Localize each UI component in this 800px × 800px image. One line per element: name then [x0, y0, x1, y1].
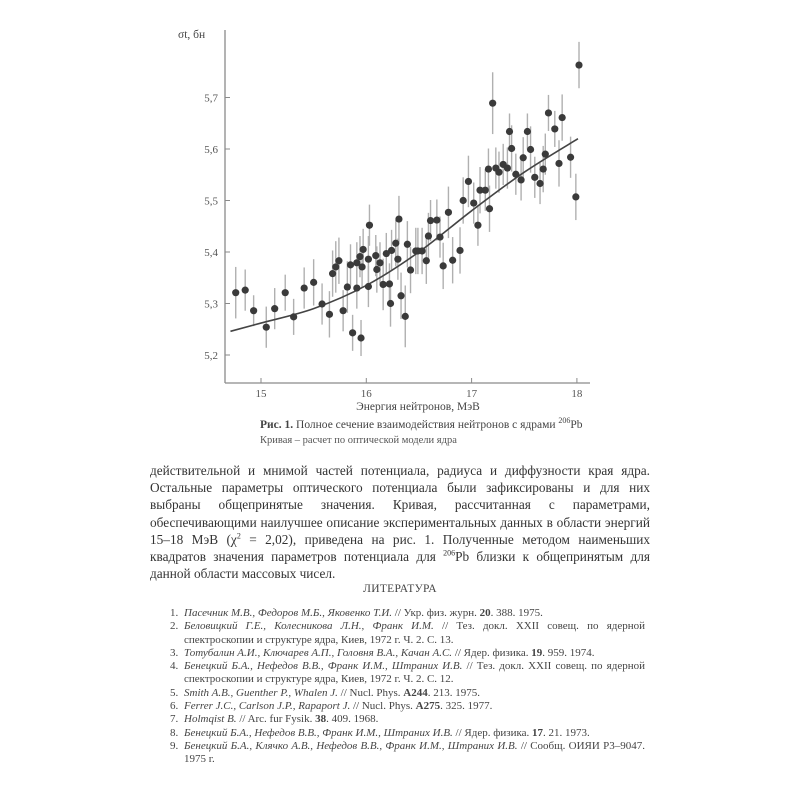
data-point: [559, 114, 566, 121]
data-point: [551, 125, 558, 132]
data-point: [242, 287, 249, 294]
data-point: [340, 307, 347, 314]
data-point: [250, 307, 257, 314]
reference-item: [170, 687, 645, 700]
reference-number: 4.: [170, 660, 179, 673]
reference-authors: Пасечник М.В., Федоров М.Б., Яковенко Т.И.: [184, 607, 393, 619]
reference-authors: Бенецкий Б.А., Клячко А.В., Нефедов В.В., Франк И.М., Штраних И.В.: [184, 739, 518, 752]
data-point: [423, 257, 430, 264]
data-point: [373, 266, 380, 273]
data-point: [474, 222, 481, 229]
reference-item: [170, 713, 645, 726]
reference-volume: 38: [315, 713, 327, 726]
data-point: [482, 187, 489, 194]
data-point: [347, 261, 354, 268]
reference-item: [170, 740, 645, 767]
data-point: [567, 154, 574, 161]
data-point: [427, 217, 434, 224]
data-point: [575, 61, 582, 68]
data-point: [485, 165, 492, 172]
reference-item: [170, 620, 645, 647]
reference-source: // Укр. физ. журн.: [392, 607, 480, 619]
reference-authors: Holmqist B.: [184, 713, 237, 726]
caption-title: Полное сечение взаимодействия нейтронов с ядрами: [296, 419, 556, 431]
y-tick-label: 5,6: [204, 144, 218, 156]
reference-number: 1.: [170, 607, 179, 619]
data-point: [512, 171, 519, 178]
data-point: [504, 164, 511, 171]
reference-authors: Тотубалин А.И., Ключарев А.П., Головня В.А., Качан А.С.: [184, 646, 453, 659]
reference-volume: 20: [479, 607, 491, 619]
data-point: [332, 263, 339, 270]
data-point: [282, 289, 289, 296]
x-tick-label: 15: [255, 388, 267, 400]
data-point: [356, 253, 363, 260]
reference-volume: 19: [531, 646, 543, 659]
reference-number: 3.: [170, 646, 179, 659]
x-tick-label: 17: [466, 388, 478, 400]
y-axis-label: σt, бн: [178, 29, 206, 41]
data-point: [517, 176, 524, 183]
data-point: [486, 205, 493, 212]
reference-number: 6.: [170, 700, 179, 713]
data-point: [460, 197, 467, 204]
y-tick-label: 5,5: [204, 195, 218, 208]
y-tick-label: 5,3: [204, 298, 218, 311]
data-point: [407, 266, 414, 273]
data-point: [387, 300, 394, 307]
x-axis-label: Энергия нейтронов, МэВ: [356, 401, 480, 413]
data-point: [425, 232, 432, 239]
reference-number: 9.: [170, 739, 179, 752]
data-point: [326, 311, 333, 318]
data-point: [318, 300, 325, 307]
data-point: [524, 128, 531, 135]
data-point: [527, 146, 534, 153]
data-point: [263, 324, 270, 331]
data-point: [436, 233, 443, 240]
data-point: [349, 329, 356, 336]
data-point: [545, 109, 552, 116]
figure-caption: [260, 417, 680, 449]
isotope-symbol: Pb: [570, 419, 583, 431]
data-point: [572, 193, 579, 200]
data-point: [506, 128, 513, 135]
paragraph-part-1: действительной и мнимой частей потенциала, радиуса и диффузности края ядра. Остальные параметры оптического потенциала были зафиксированы и для них выбраны общепринятые значения. Кривая, рассчитанная с параметрами, обеспечивающими наилучшее описание экспериментальных данных в области энергий 15–18 МэВ (χ: [150, 463, 650, 547]
data-point: [419, 247, 426, 254]
data-point: [376, 259, 383, 266]
caption-title-line: [260, 417, 680, 433]
paragraph: [150, 462, 650, 582]
data-point: [495, 169, 502, 176]
reference-source: // Ядер. физика.: [452, 726, 533, 739]
data-point: [372, 252, 379, 259]
reference-source: // Тез. докл. XXII совещ. по ядерной спектроскопии и структуре ядра, Киев, 1972 г. Ч. 2. С. 12.: [184, 660, 645, 686]
data-point: [394, 256, 401, 263]
reference-authors: Ferrer J.C., Carlson J.P., Rapaport J.: [184, 700, 351, 713]
data-point: [380, 281, 387, 288]
data-point: [520, 154, 527, 161]
data-point: [536, 180, 543, 187]
fit-curve: [230, 139, 577, 332]
data-point: [392, 240, 399, 247]
data-point: [489, 100, 496, 107]
data-point: [386, 280, 393, 287]
data-point: [365, 283, 372, 290]
data-point: [433, 216, 440, 223]
data-point: [358, 263, 365, 270]
paragraph-part-3: близки к общепринятым для данной области массовых чисел.: [150, 549, 650, 582]
reference-source: // Тез. докл. XXII совещ. по ядерной спектроскопии и структуре ядра, Киев, 1972 г. Ч. 2. С. 13.: [184, 620, 646, 646]
reference-number: 7.: [170, 713, 179, 726]
data-point: [360, 246, 367, 253]
figure-number: Рис. 1.: [260, 419, 294, 431]
y-tick-label: 5,4: [204, 247, 218, 259]
ticks: [204, 93, 583, 401]
data-point: [271, 305, 278, 312]
data-point: [508, 145, 515, 152]
data-point: [232, 289, 239, 296]
reference-number: 2.: [170, 620, 179, 633]
caption-subtitle: Кривая – расчет по оптической модели ядра: [260, 435, 457, 446]
data-point: [445, 209, 452, 216]
data-point: [531, 174, 538, 181]
reference-pages-year: . 213. 1975.: [427, 686, 480, 699]
data-point: [397, 292, 404, 299]
error-bars: [236, 42, 579, 356]
reference-number: 8.: [170, 726, 179, 739]
reference-source: // Сообщ. ОИЯИ Р3–9047. 1975 г.: [184, 739, 645, 766]
reference-source: // Ядер. физика.: [452, 646, 532, 659]
reference-authors: Smith A.B., Guenther P., Whalen J.: [184, 686, 338, 699]
reference-authors: Бенецкий Б.А., Нефедов В.В., Франк И.М., Штраних И.В.: [184, 726, 453, 739]
reference-source: // Arc. fur Fysik.: [236, 713, 316, 726]
reference-volume: A244: [403, 686, 428, 699]
data-point: [540, 165, 547, 172]
paragraph-part-2: = 2,02), приведена на рис. 1. Полученные методом наименьших квадратов значения параметров потенциала для: [150, 531, 650, 565]
reference-item: [170, 647, 645, 660]
data-point: [310, 279, 317, 286]
reference-authors: Беловицкий Г.Е., Колесникова Л.Н., Франк И.М.: [184, 620, 434, 633]
data-point: [388, 247, 395, 254]
data-point: [366, 222, 373, 229]
reference-item: [170, 727, 645, 740]
reference-pages-year: . 959. 1974.: [542, 646, 595, 659]
data-point: [456, 247, 463, 254]
data-point: [344, 283, 351, 290]
data-point: [353, 284, 360, 291]
data-point: [301, 284, 308, 291]
y-tick-label: 5,7: [204, 92, 218, 105]
data-point: [329, 270, 336, 277]
data-point: [465, 178, 472, 185]
reference-item: [170, 607, 645, 620]
pb-symbol: Pb: [455, 549, 470, 565]
reference-pages-year: . 21. 1973.: [543, 726, 590, 739]
chi-squared-exponent: 2: [236, 531, 241, 541]
axes: [225, 30, 590, 383]
x-tick-label: 16: [360, 388, 372, 400]
data-point: [404, 241, 411, 248]
reference-pages-year: . 409. 1968.: [326, 713, 379, 726]
data-point: [449, 257, 456, 264]
reference-pages-year: . 388. 1975.: [490, 607, 543, 619]
references-heading: ЛИТЕРАТУРА: [363, 583, 437, 595]
data-point: [290, 313, 297, 320]
y-tick-label: 5,2: [204, 350, 218, 362]
pb-mass-number: 206: [443, 548, 456, 558]
data-point: [402, 313, 409, 320]
data-point: [555, 160, 562, 167]
reference-source: // Nucl. Phys.: [337, 686, 404, 699]
body-paragraph: [150, 462, 650, 582]
reference-volume: 17: [532, 726, 544, 739]
reference-volume: A275: [415, 700, 441, 713]
references-list: [170, 607, 645, 767]
data-point: [470, 199, 477, 206]
reference-pages-year: . 325. 1977.: [440, 700, 493, 713]
data-point: [335, 257, 342, 264]
data-point: [365, 256, 372, 263]
reference-source: // Nucl. Phys.: [350, 700, 416, 713]
data-point: [440, 262, 447, 269]
reference-authors: Бенецкий Б.А., Нефедов В.В., Франк И.М., Штраних И.В.: [184, 660, 463, 673]
reference-number: 5.: [170, 686, 179, 699]
reference-item: [170, 700, 645, 713]
data-point: [542, 151, 549, 158]
data-point: [357, 334, 364, 341]
data-point: [395, 215, 402, 222]
isotope-mass-number: 206: [558, 416, 571, 426]
reference-item: [170, 660, 645, 687]
x-tick-label: 18: [571, 388, 583, 400]
